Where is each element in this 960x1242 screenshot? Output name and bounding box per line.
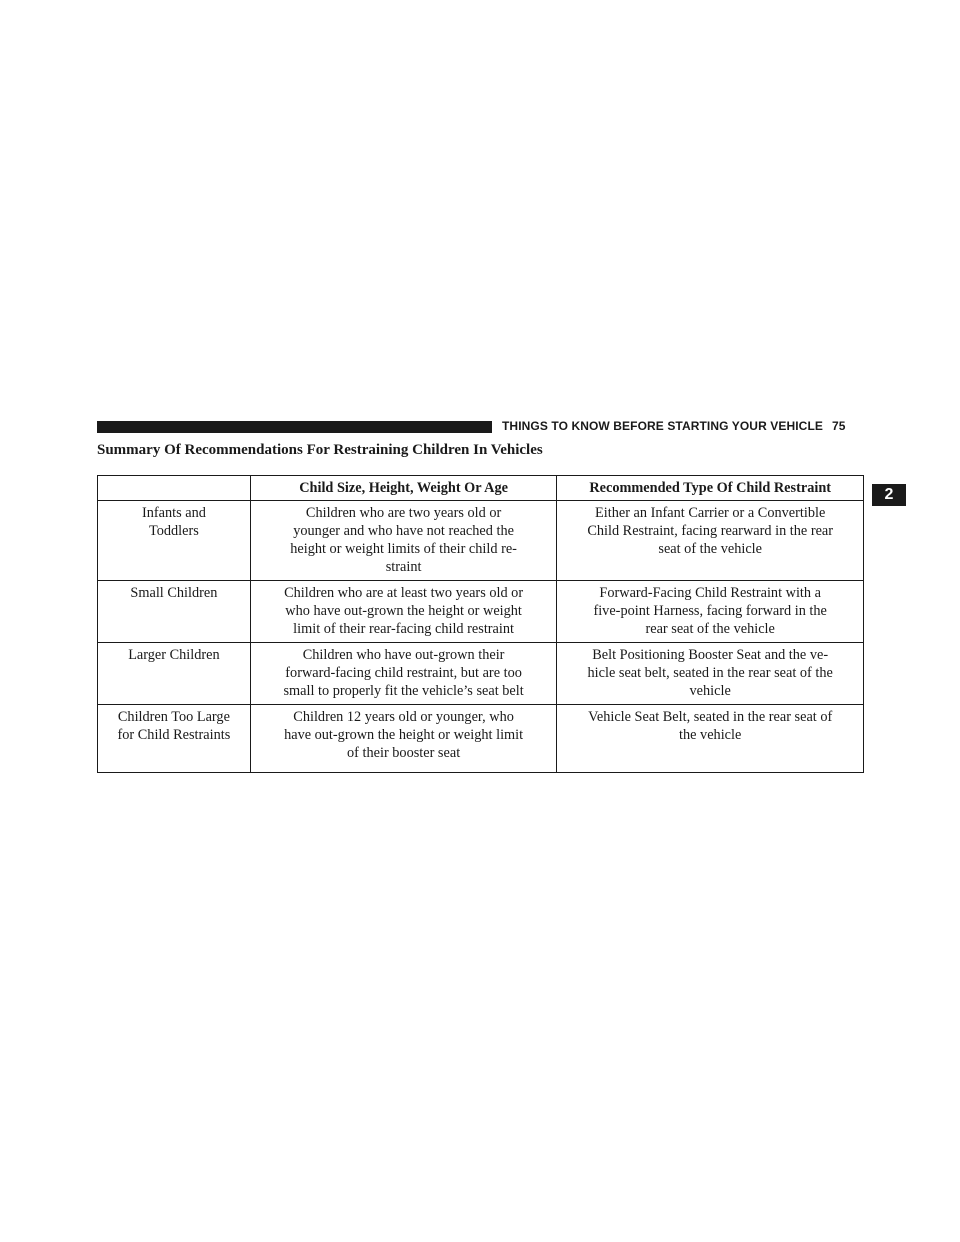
cell-line: Belt Positioning Booster Seat and the ve- [592, 647, 829, 663]
cell-line: seat of the vehicle [658, 541, 762, 557]
cell-size [250, 501, 557, 581]
cell-line: Forward-Facing Child Restraint with a [599, 585, 821, 601]
cell-line: Toddlers [149, 523, 199, 539]
cell-line: Either an Infant Carrier or a Convertible [595, 505, 826, 521]
page-number: 75 [831, 419, 846, 433]
cell-line: Larger Children [128, 647, 220, 663]
cell-line: Child Restraint, facing rearward in the rear [587, 523, 834, 539]
cell-line: Children who are two years old or [305, 505, 502, 521]
cell-category [98, 581, 251, 643]
running-header [502, 419, 846, 433]
cell-line: small to properly fit the vehicle’s seat belt [283, 683, 524, 699]
cell-line: have out-grown the height or weight limit [284, 727, 524, 743]
cell-restraint [557, 643, 864, 705]
cell-line: Children Too Large [117, 709, 230, 725]
cell-line: the vehicle [679, 727, 742, 743]
cell-category [98, 501, 251, 581]
cell-size [250, 705, 557, 773]
header-rule-bar [97, 421, 492, 433]
cell-line: who have out-grown the height or weight [285, 603, 522, 619]
section-title: Summary Of Recommendations For Restraining Children In Vehicles [97, 442, 543, 458]
cell-line: younger and who have not reached the [293, 523, 514, 539]
header-cell-category [98, 476, 251, 501]
cell-line: height or weight limits of their child re- [290, 541, 517, 557]
cell-line: forward-facing child restraint, but are too [285, 665, 522, 681]
cell-line: five-point Harness, facing forward in the [593, 603, 827, 619]
cell-restraint [557, 581, 864, 643]
cell-line: limit of their rear-facing child restraint [293, 621, 514, 637]
table-row [98, 581, 864, 643]
cell-line: Children who have out-grown their [302, 647, 505, 663]
cell-size [250, 643, 557, 705]
cell-line: rear seat of the vehicle [645, 621, 775, 637]
cell-line: vehicle [689, 683, 731, 699]
cell-line: Infants and [141, 505, 206, 521]
cell-restraint [557, 705, 864, 773]
cell-line: Vehicle Seat Belt, seated in the rear seat of [588, 709, 833, 725]
cell-size [250, 581, 557, 643]
running-title: THINGS TO KNOW BEFORE STARTING YOUR VEHICLE [502, 419, 823, 433]
cell-line: Children who are at least two years old or [284, 585, 524, 601]
table-row [98, 643, 864, 705]
cell-category [98, 705, 251, 773]
chapter-tab: 2 [872, 484, 906, 506]
child-restraint-summary-table [97, 475, 864, 773]
cell-line: straint [385, 559, 422, 575]
table-row [98, 705, 864, 773]
cell-line: hicle seat belt, seated in the rear seat of the [587, 665, 833, 681]
cell-restraint [557, 501, 864, 581]
cell-line: Small Children [130, 585, 218, 601]
table-header-row [98, 476, 864, 501]
cell-line: of their booster seat [347, 745, 461, 761]
cell-category [98, 643, 251, 705]
table-row [98, 501, 864, 581]
header-cell-size: Child Size, Height, Weight Or Age [250, 476, 557, 501]
header-cell-restraint: Recommended Type Of Child Restraint [557, 476, 864, 501]
cell-line: for Child Restraints [117, 727, 231, 743]
cell-line: Children 12 years old or younger, who [293, 709, 514, 725]
